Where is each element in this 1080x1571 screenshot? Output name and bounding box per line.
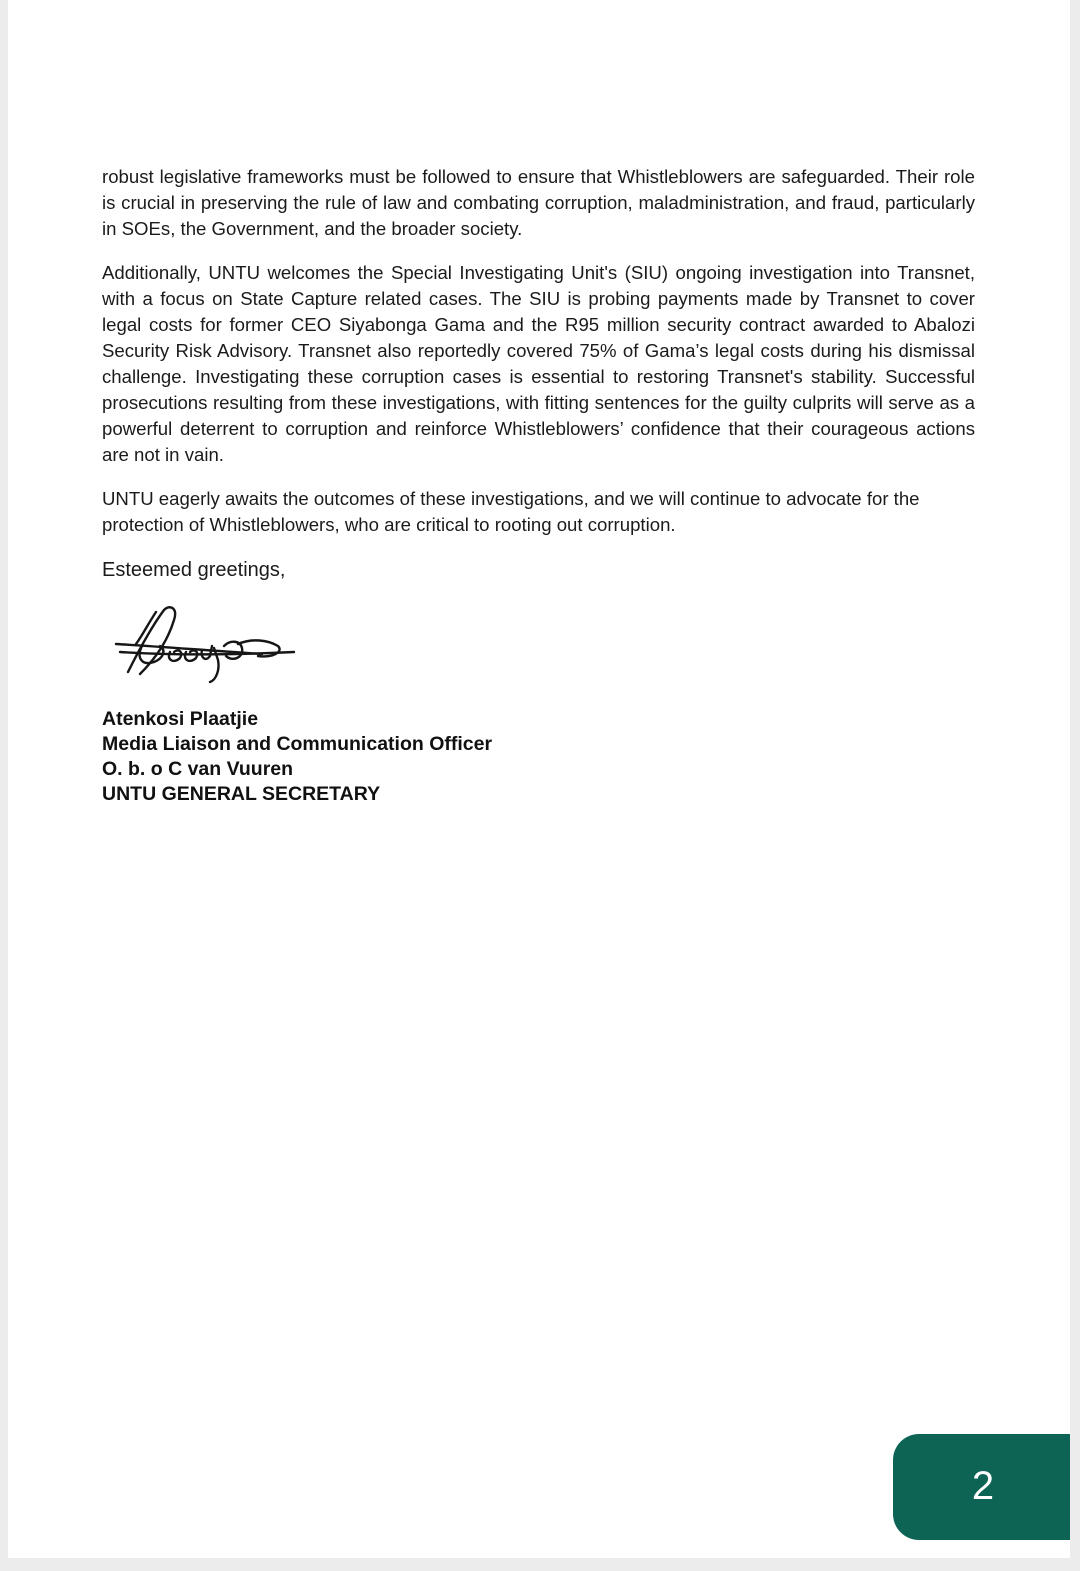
paragraph-whistleblower-frameworks: robust legislative frameworks must be followed to ensure that Whistleblowers are safeguarded. Their role is crucial in preserving the rule of law and combating corruption, maladministration, and fraud, particularly in SOEs, the Government, and the broader society. [102, 166, 975, 239]
signatory-on-behalf-of: O. b. o C van Vuuren [102, 758, 294, 780]
signature-icon [112, 600, 302, 690]
signatory-role: UNTU GENERAL SECRETARY [102, 783, 381, 805]
paragraph-siu-investigation: Additionally, UNTU welcomes the Special Investigating Unit's (SIU) ongoing investigation into Transnet, with a focus on State Capture related cases. The SIU is probing payments made by Transnet to cover legal costs for former CEO Siyabonga Gama and the R95 million security contract awarded to Abalozi Security Risk Advisory. Transnet also reportedly covered 75% of Gama’s legal costs during his dismissal challenge. Investigating these corruption cases is essential to restoring Transnet's stability. Successful prosecutions resulting from these investigations, with fitting sentences for the guilty culprits will serve as a powerful deterrent to corruption and reinforce Whistleblowers’ confidence that their courageous actions are not in vain. [102, 262, 975, 465]
document-page [8, 0, 1070, 1558]
bottom-strip [0, 1558, 1080, 1571]
signatory-title: Media Liaison and Communication Officer [102, 733, 493, 755]
paragraph-awaiting-outcomes: UNTU eagerly awaits the outcomes of these investigations, and we will continue to advocate for the protection of Whistleblowers, who are critical to rooting out corruption. [102, 488, 920, 535]
greeting: Esteemed greetings, [102, 559, 286, 581]
signoff-block [102, 707, 492, 807]
letter-body [102, 164, 975, 584]
page-number: 2 [971, 1464, 995, 1508]
page-number-badge [893, 1434, 1070, 1540]
signatory-name: Atenkosi Plaatjie [102, 708, 259, 730]
